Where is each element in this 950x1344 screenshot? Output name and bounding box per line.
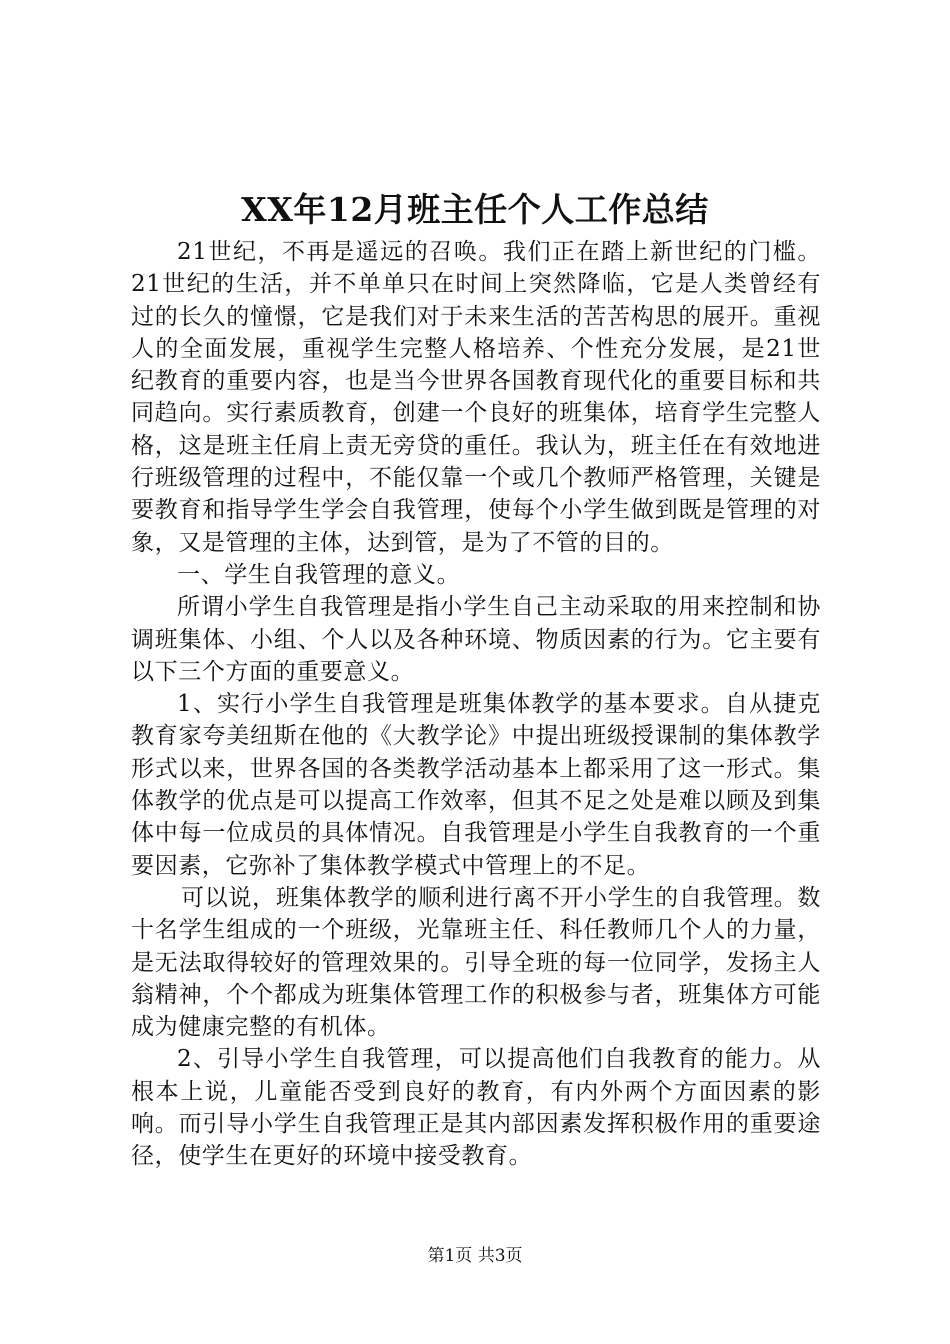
paragraph-section-heading: 一、学生自我管理的意义。 [177, 561, 461, 588]
document-body [131, 236, 821, 1173]
page-number: 第1页 [427, 1246, 473, 1266]
paragraph-definition: 所谓小学生自我管理是指小学生自己主动采取的用来控制和协调班集体、小组、个人以及各种环境、物质因素的行为。它主要有以下三个方面的重要意义。 [131, 594, 821, 685]
paragraph-point-1-continued: 可以说，班集体教学的顺利进行离不开小学生的自我管理。数十名学生组成的一个班级，光靠班主任、科任教师几个人的力量，是无法取得较好的管理效果的。引导全班的每一位同学，发扬主人翁精神，个个都成为班集体管理工作的积极参与者，班集体方可能成为健康完整的有机体。 [131, 884, 821, 1041]
page-total: 共3页 [477, 1246, 523, 1266]
paragraph-point-2: 2、引导小学生自我管理，可以提高他们自我教育的能力。从根本上说，儿童能否受到良好的教育，有内外两个方面因素的影响。而引导小学生自我管理正是其内部因素发挥积极作用的重要途径，使学生在更好的环境中接受教育。 [131, 1046, 821, 1170]
document-title: XX年12月班主任个人工作总结 [241, 190, 709, 229]
paragraph-point-1: 1、实行小学生自我管理是班集体教学的基本要求。自从捷克教育家夸美纽斯在他的《大教学论》中提出班级授课制的集体教学形式以来，世界各国的各类教学活动基本上都采用了这一形式。集体教学的优点是可以提高工作效率，但其不足之处是难以顾及到集体中每一位成员的具体情况。自我管理是小学生自我教育的一个重要因素，它弥补了集体教学模式中管理上的不足。 [131, 691, 821, 879]
paragraph-intro: 21世纪，不再是遥远的召唤。我们正在踏上新世纪的门槛。21世纪的生活，并不单单只在时间上突然降临，它是人类曾经有过的长久的憧憬，它是我们对于未来生活的苦苦构思的展开。重视人的全面发展，重视学生完整人格培养、个性充分发展，是21世纪教育的重要内容，也是当今世界各国教育现代化的重要目标和共同趋向。实行素质教育，创建一个良好的班集体，培育学生完整人格，这是班主任肩上责无旁贷的重任。我认为，班主任在有效地进行班级管理的过程中，不能仅靠一个或几个教师严格管理，关键是要教育和指导学生学会自我管理，使每个小学生做到既是管理的对象，又是管理的主体，达到管，是为了不管的目的。 [131, 239, 821, 556]
page-footer [0, 1244, 950, 1268]
